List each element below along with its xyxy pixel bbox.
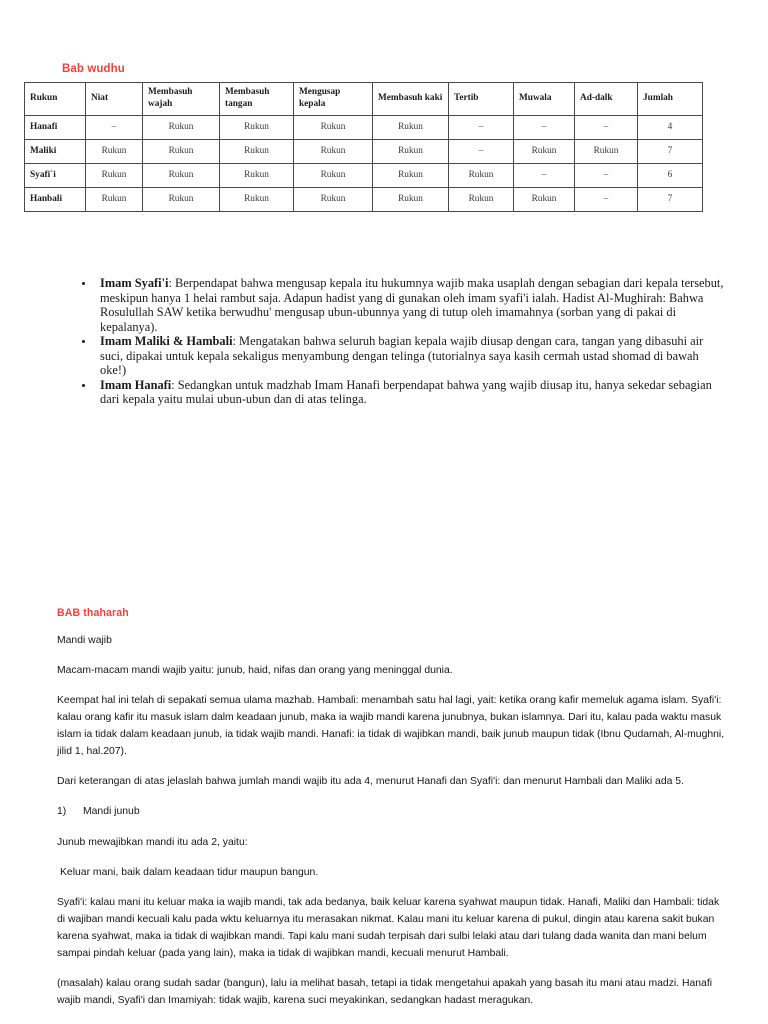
column-header-ad-dalk: Ad-dalk [575, 83, 638, 116]
thaharah-paragraph-6: Syafi'i: kalau mani itu keluar maka ia wajib mandi, tak ada bedanya, baik keluar karena syahwat maupun tidak. Hanafi, Maliki dan Hambali: tidak di wajiban mandi kecuali kalu pada wktu keluarnya itu merasakan nikmat. Kalau mani itu keluar karena di pukul, dingin atau karena sakit bukan karena syahwat, maka ia tidak di wajibkan mandi. Tapi kalu mani sudah terpisah dari sulbi lelaki atau dari tulang dada wanita dan mani belum sampai pindah keluar (pada yang lain), maka ia tidak di wajibkan mandi, kecuali menurut Hambali. [57, 896, 720, 959]
cell-hanbali-mengusap-kepala: Rukun [294, 188, 373, 212]
table-row [25, 164, 703, 188]
numbered-item-number: 1) [57, 806, 67, 818]
bullet-icon [82, 282, 85, 285]
cell-syafii-membasuh-tangan: Rukun [220, 164, 294, 188]
opinion-lead-maliki-hambali: Imam Maliki & Hambali [100, 334, 233, 348]
cell-hanbali-membasuh-tangan: Rukun [220, 188, 294, 212]
cell-hanbali-ad-dalk: – [575, 188, 638, 212]
cell-syafii-jumlah: 6 [638, 164, 703, 188]
cell-maliki-muwala: Rukun [514, 140, 575, 164]
thaharah-paragraph-7: (masalah) kalau orang sudah sadar (bangun), lalu ia melihat basah, tetapi ia tidak mengetahui apakah yang basah itu mani atau madzi. Hanafi wajib mandi, Syafi'i dan Imamiyah: tidak wajib, karena suci meyakinkan, sedangkan hadast meragukan. [57, 977, 713, 1006]
opinion-text-syafii: : Berpendapat bahwa mengusap kepala itu hukumnya wajib maka usaplah dengan sebagian dari kepala tersebut, meskipun hanya 1 helai rambut saja. Adapun hadist yang di gunakan oleh imam syafi'i ialah. Hadist Al-Mughirah: Bahwa Rosulullah SAW ketika berwudhu' mengusap ubun-ubunnya yang di tutup oleh imamahnya (sorban yang di pakai di kepalanya). [100, 276, 724, 334]
table-row [25, 116, 703, 140]
opinion-text-maliki-hambali: : Mengatakan bahwa seluruh bagian kepala wajib diusap dengan cara, tangan yang dibasuhi air suci, dipakai untuk kepala sekaligus menyambung dengan telinga (tutorialnya saya kasih cermah ustad shomad di bawah oke!) [100, 334, 704, 377]
bullet-icon [82, 384, 85, 387]
cell-syafii-membasuh-wajah: Rukun [143, 164, 220, 188]
column-header-membasuh-wajah: Membasuh wajah [143, 83, 220, 116]
column-header-tertib: Tertib [449, 83, 514, 116]
table-row [25, 140, 703, 164]
opinion-lead-hanafi: Imam Hanafi [100, 377, 172, 392]
thaharah-paragraph-3: Dari keterangan di atas jelaslah bahwa jumlah mandi wajib itu ada 4, menurut Hanafi dan Syafi'i: dan menurut Hambali dan Maliki ada 5. [57, 776, 684, 788]
numbered-item-mandi-junub [57, 803, 725, 820]
opinion-text-hanafi: : Sedangkan untuk madzhab Imam Hanafi berpendapat bahwa yang wajib diusap itu, hanya sekedar sebagian dari kepala yaitu mulai ubun-ubun dan di atas telinga. [100, 377, 712, 406]
cell-hanbali-jumlah: 7 [638, 188, 703, 212]
cell-hanafi-mengusap-kepala: Rukun [294, 116, 373, 140]
cell-hanbali-niat: Rukun [86, 188, 143, 212]
opinion-lead-syafii: Imam Syafi'i [100, 276, 169, 290]
cell-hanbali-tertib: Rukun [449, 188, 514, 212]
cell-syafii-niat: Rukun [86, 164, 143, 188]
column-header-jumlah: Jumlah [638, 83, 703, 116]
opinions-list [75, 276, 725, 407]
cell-syafii-mengusap-kepala: Rukun [294, 164, 373, 188]
thaharah-paragraph-1: Macam-macam mandi wajib yaitu: junub, haid, nifas dan orang yang meninggal dunia. [57, 665, 453, 677]
thaharah-subheading: Mandi wajib [57, 635, 112, 646]
cell-maliki-jumlah: 7 [638, 140, 703, 164]
list-item [75, 334, 725, 378]
row-label-maliki: Maliki [25, 140, 86, 164]
column-header-muwala: Muwala [514, 83, 575, 116]
cell-hanafi-membasuh-wajah: Rukun [143, 116, 220, 140]
thaharah-paragraph-2: Keempat hal ini telah di sepakati semua ulama mazhab. Hambali: menambah satu hal lagi, yait: ketika orang kafir memeluk agama islam. Syafi'i: kalau orang kafir itu masuk islam dalm keadaan junub, maka ia wajib mandi karena junubnya, bukan islamnya. Dari itu, kalau pada waktu masuk islam ia tidak dalam keadaan junub, ia tidak wajib mandi. Hanafi: ia tidak di wajibkan mandi, baik junub maupun tidak (Ibnu Qudamah, Al-mughni, jilid 1, hal.207). [57, 695, 725, 758]
cell-hanafi-jumlah: 4 [638, 116, 703, 140]
wudhu-section-heading: Bab wudhu [62, 63, 125, 75]
table-row [25, 188, 703, 212]
thaharah-paragraph-5: Keluar mani, baik dalam keadaan tidur maupun bangun. [60, 866, 319, 878]
cell-maliki-ad-dalk: Rukun [575, 140, 638, 164]
rukun-comparison-table [24, 82, 703, 212]
cell-maliki-tertib: – [449, 140, 514, 164]
cell-hanbali-membasuh-kaki: Rukun [373, 188, 449, 212]
column-header-mengusap-kepala: Mengusap kepala [294, 83, 373, 116]
rukun-table-container [24, 82, 673, 212]
cell-hanafi-ad-dalk: – [575, 116, 638, 140]
row-label-hanafi: Hanafi [25, 116, 86, 140]
list-item [75, 276, 725, 334]
cell-hanafi-membasuh-tangan: Rukun [220, 116, 294, 140]
list-item [75, 378, 725, 407]
cell-syafii-membasuh-kaki: Rukun [373, 164, 449, 188]
column-header-niat: Niat [86, 83, 143, 116]
table-header [25, 83, 703, 116]
cell-maliki-niat: Rukun [86, 140, 143, 164]
column-header-rukun: Rukun [25, 83, 86, 116]
thaharah-paragraph-4: Junub mewajibkan mandi itu ada 2, yaitu: [57, 836, 248, 848]
cell-maliki-membasuh-kaki: Rukun [373, 140, 449, 164]
row-label-syafii: Syafi`i [25, 164, 86, 188]
cell-hanbali-membasuh-wajah: Rukun [143, 188, 220, 212]
cell-syafii-ad-dalk: – [575, 164, 638, 188]
numbered-item-label: Mandi junub [83, 806, 140, 818]
table-header-row [25, 83, 703, 116]
cell-hanafi-tertib: – [449, 116, 514, 140]
cell-maliki-membasuh-tangan: Rukun [220, 140, 294, 164]
cell-maliki-membasuh-wajah: Rukun [143, 140, 220, 164]
table-body [25, 116, 703, 212]
cell-hanafi-niat: – [86, 116, 143, 140]
row-label-hanbali: Hanbali [25, 188, 86, 212]
cell-hanafi-muwala: – [514, 116, 575, 140]
cell-hanbali-muwala: Rukun [514, 188, 575, 212]
cell-hanafi-membasuh-kaki: Rukun [373, 116, 449, 140]
cell-maliki-mengusap-kepala: Rukun [294, 140, 373, 164]
thaharah-section [57, 607, 725, 1009]
cell-syafii-tertib: Rukun [449, 164, 514, 188]
thaharah-section-heading: BAB thaharah [57, 607, 129, 619]
cell-syafii-muwala: – [514, 164, 575, 188]
column-header-membasuh-tangan: Membasuh tangan [220, 83, 294, 116]
bullet-icon [82, 340, 85, 343]
column-header-membasuh-kaki: Membasuh kaki [373, 83, 449, 116]
opinions-list-container [75, 276, 725, 407]
